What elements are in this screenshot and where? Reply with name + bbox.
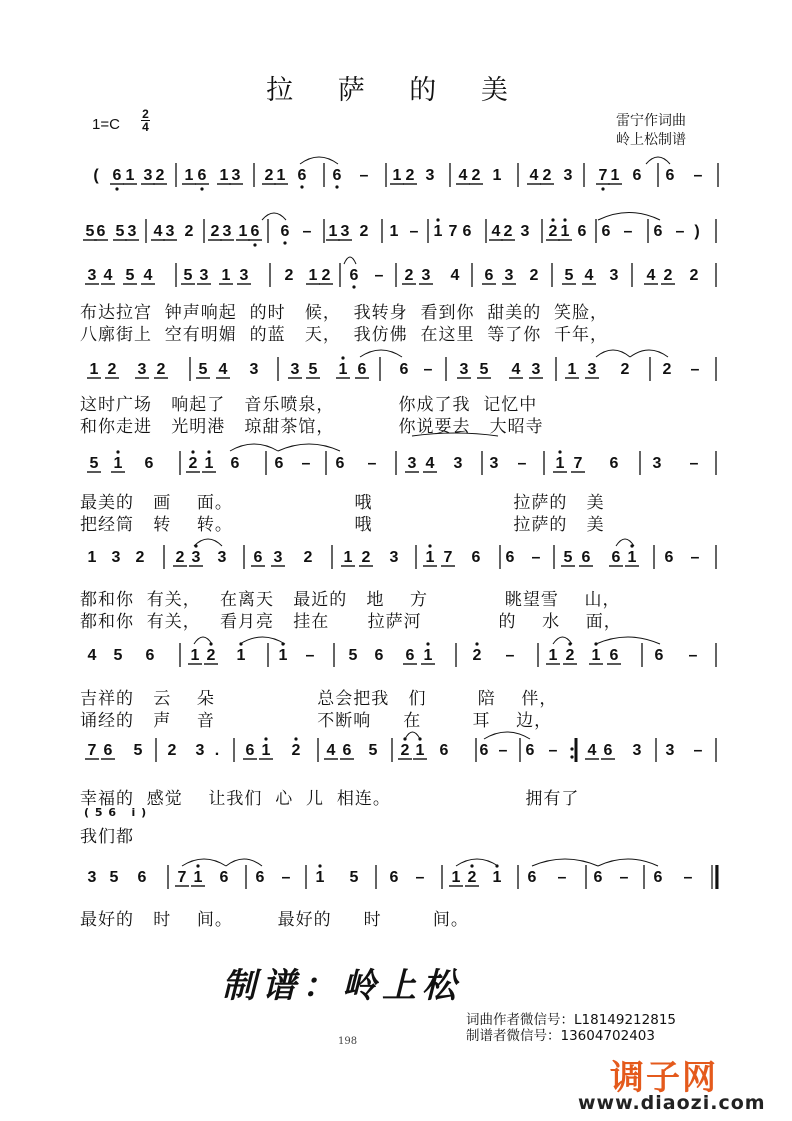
note: 2 [303,549,313,566]
note: 5 [198,361,208,378]
note: 6 [357,361,367,378]
note: 2 [400,742,410,759]
note: 1 [276,167,286,184]
note: – [359,167,369,184]
note: 6 [601,223,611,240]
note: 1 [278,647,288,664]
note: 4 [584,267,594,284]
note: . [214,742,220,759]
note: 6 [230,455,240,472]
contact-info [466,1012,676,1044]
low-octave-dot [335,185,338,188]
high-octave-dot [428,544,431,547]
note: – [693,742,703,759]
note: 3 [632,742,642,759]
note: 1 [238,223,248,240]
note: 4 [425,455,435,472]
note: 6 [255,869,265,886]
note: – [557,869,567,886]
slur [598,213,660,221]
note: 3 [191,549,201,566]
note: 3 [489,455,499,472]
note: 6 [505,549,515,566]
note: 6 [603,742,613,759]
lyric-line-4a: 这时广场 响起了 音乐喷泉， 你成了我 记忆中 [80,395,538,415]
high-octave-dot [470,864,473,867]
note: – [367,455,377,472]
note: 4 [326,742,336,759]
slur [344,257,356,264]
note: 5 [479,361,489,378]
low-octave-dot [253,243,256,246]
note: 2 [542,167,552,184]
note: 3 [459,361,469,378]
note: 4 [587,742,597,759]
slur [278,444,340,451]
note: 3 [340,223,350,240]
repeat-dot [570,755,573,758]
note: 4 [218,361,228,378]
note: 1 [560,223,570,240]
note: – [301,455,311,472]
lyric-line-3a: 布达拉宫 钟声响起 的时 候， 我转身 看到你 甜美的 笑脸， [80,303,609,323]
note: 3 [143,167,153,184]
repeat-dot [570,747,573,750]
note: – [409,223,419,240]
note: 1 [204,455,214,472]
note: 6 [462,223,472,240]
note: 4 [491,223,501,240]
note: 3 [222,223,232,240]
note: 6 [112,167,122,184]
note: 6 [219,869,229,886]
note: 3 [137,361,147,378]
slur [456,859,498,866]
note: 6 [253,549,263,566]
slur [646,157,670,164]
note: 4 [103,267,113,284]
note: ) [694,223,700,240]
note: 1 [389,223,399,240]
slur [194,539,222,546]
note: 6 [525,742,535,759]
note: 3 [231,167,241,184]
lyric-line-5b: 把经筒 转 转。 哦 拉萨的 美 [80,515,605,535]
note: 6 [399,361,409,378]
note: 7 [177,869,187,886]
note: 2 [210,223,220,240]
note: 6 [374,647,384,664]
note: 3 [421,267,431,284]
note: ( [93,167,99,184]
note: – [415,869,425,886]
note: 3 [504,267,514,284]
note: 1 [627,549,637,566]
note: – [374,267,384,284]
arranger-signature: 制谱：岭上松 [222,966,462,1006]
slur [630,350,668,357]
note: 5 [109,869,119,886]
high-octave-dot [551,218,554,221]
note: 5 [308,361,318,378]
note: 6 [335,455,345,472]
high-octave-dot [294,737,297,740]
note: – [302,223,312,240]
note: 1 [392,167,402,184]
note: 2 [167,742,177,759]
note: 6 [484,267,494,284]
note: 2 [689,267,699,284]
note: – [498,742,508,759]
note: 3 [249,361,259,378]
slur [532,859,598,866]
note: 6 [349,267,359,284]
note: 3 [195,742,205,759]
low-octave-dot [283,241,286,244]
note: 3 [389,549,399,566]
note: 2 [206,647,216,664]
slur [262,213,286,220]
note: – [619,869,629,886]
note: 1 [415,742,425,759]
note: 6 [280,223,290,240]
note: 6 [439,742,449,759]
note: 1 [184,167,194,184]
note: – [548,742,558,759]
note: 6 [103,742,113,759]
note: 2 [548,223,558,240]
note: 1 [193,869,203,886]
note: 1 [591,647,601,664]
note: 2 [529,267,539,284]
note: 2 [662,361,672,378]
note: – [690,361,700,378]
note: 3 [87,869,97,886]
note: 2 [565,647,575,664]
note: 2 [404,267,414,284]
high-octave-dot [563,218,566,221]
note: 4 [529,167,539,184]
note: 5 [115,223,125,240]
note: 2 [359,223,369,240]
note: 3 [127,223,137,240]
note: 4 [511,361,521,378]
note: 2 [620,361,630,378]
note: 3 [111,549,121,566]
note: 5 [349,869,359,886]
high-octave-dot [264,737,267,740]
note: 2 [184,223,194,240]
note: – [623,223,633,240]
note: 1 [492,869,502,886]
note: 4 [450,267,460,284]
high-octave-dot [436,218,439,221]
slur [300,157,338,164]
note: 1 [87,549,97,566]
note: 3 [273,549,283,566]
note: 4 [458,167,468,184]
note: 1 [610,167,620,184]
note: 2 [107,361,117,378]
note: 3 [531,361,541,378]
note: 1 [261,742,271,759]
slur [596,350,630,357]
note: 7 [573,455,583,472]
note: 2 [291,742,301,759]
note: 1 [315,869,325,886]
lyric-line-5a: 最美的 画 面。 哦 拉萨的 美 [80,493,605,513]
note: 1 [125,167,135,184]
low-octave-dot [115,187,118,190]
note: 1 [190,647,200,664]
high-octave-dot [207,450,210,453]
note: 3 [87,267,97,284]
note: 4 [153,223,163,240]
slur [240,637,285,644]
lyric-line-9a: 最好的 时 间。 最好的 时 间。 [80,910,469,930]
note: 6 [479,742,489,759]
note: 1 [423,647,433,664]
note: 2 [405,167,415,184]
note: 5 [89,455,99,472]
low-octave-dot [601,187,604,190]
arranger: 岭上松制谱 [616,132,686,148]
note: 7 [443,549,453,566]
note: 4 [143,267,153,284]
note: 6 [611,549,621,566]
high-octave-dot [196,864,199,867]
high-octave-dot [341,356,344,359]
note: 3 [652,455,662,472]
note: 1 [328,223,338,240]
note: 5 [368,742,378,759]
note: 6 [297,167,307,184]
note: – [693,167,703,184]
note: 4 [87,647,97,664]
note: 1 [548,647,558,664]
note: 6 [593,869,603,886]
note: 1 [433,223,443,240]
slur [484,732,530,739]
note: 6 [137,869,147,886]
note: 2 [467,869,477,886]
note: 3 [217,549,227,566]
note: 2 [503,223,513,240]
note: 6 [664,549,674,566]
note: – [281,869,291,886]
note: – [305,647,315,664]
note: – [505,647,515,664]
note: 6 [665,167,675,184]
note: 2 [264,167,274,184]
note: 1 [221,267,231,284]
note: 5 [125,267,135,284]
note: 6 [389,869,399,886]
lyricist-composer: 雷宁作词曲 [616,113,686,129]
time-sig-top: 2 [142,107,149,121]
slur [596,637,660,644]
note: 6 [632,167,642,184]
note: 3 [453,455,463,472]
low-octave-dot [200,187,203,190]
note: – [690,549,700,566]
note: 2 [472,647,482,664]
note: 6 [342,742,352,759]
note: 2 [135,549,145,566]
note: – [688,647,698,664]
lyric-alt-notes: ( 5 6 i ) [84,806,148,819]
note: – [675,223,685,240]
note: 6 [405,647,415,664]
composer-wechat: 词曲作者微信号：L18149212815 [466,1012,677,1028]
note: 7 [448,223,458,240]
note: 6 [250,223,260,240]
slur [230,444,278,451]
note: – [689,455,699,472]
note: 2 [663,267,673,284]
song-title: 拉 萨 的 美 [266,75,526,106]
note: 1 [555,455,565,472]
high-octave-dot [191,450,194,453]
lyric-line-8b: 我们都 [80,827,134,847]
note: 1 [567,361,577,378]
note: 5 [563,549,573,566]
note: 1 [308,267,318,284]
slur [226,859,262,866]
note: 6 [245,742,255,759]
note: 2 [175,549,185,566]
note: 3 [609,267,619,284]
time-sig-bottom: 4 [142,120,149,134]
note: 6 [197,167,207,184]
note: 3 [665,742,675,759]
page-number: 198 [338,1036,358,1047]
watermark-url: www.diaozi.com [578,1092,766,1114]
lyric-line-3b: 八廓街上 空有明媚 的蓝 天， 我仿佛 在这里 等了你 千年， [80,325,609,345]
lyric-line-6a: 都和你 有关， 在离天 最近的 地 方 眺望雪 山， [80,590,621,610]
note: 5 [564,267,574,284]
note: 3 [563,167,573,184]
note: 6 [653,869,663,886]
lyric-line-7b: 诵经的 声 音 不断响 在 耳 边， [80,711,553,731]
note: – [517,455,527,472]
lyric-line-4b: 和你走进 光明港 琼甜茶馆， 你说要去 大昭寺 [80,417,544,437]
high-octave-dot [116,450,119,453]
low-octave-dot [352,285,355,288]
watermark-logo: 调子网 [610,1058,718,1098]
note: – [531,549,541,566]
note: 3 [239,267,249,284]
note: 2 [155,167,165,184]
note: 6 [274,455,284,472]
note: 1 [219,167,229,184]
note: 1 [492,167,502,184]
note: 6 [527,869,537,886]
note: 1 [425,549,435,566]
slur [194,637,212,644]
note: 1 [236,647,246,664]
note: 3 [199,267,209,284]
note: 2 [321,267,331,284]
high-octave-dot [426,642,429,645]
note: 2 [156,361,166,378]
note: 6 [653,223,663,240]
note: 6 [654,647,664,664]
note: 5 [113,647,123,664]
note: 6 [332,167,342,184]
note: – [683,869,693,886]
note: 2 [361,549,371,566]
high-octave-dot [318,864,321,867]
slur [598,859,658,866]
note: 3 [520,223,530,240]
high-octave-dot [558,450,561,453]
note: 6 [577,223,587,240]
note: 1 [343,549,353,566]
note: 2 [284,267,294,284]
note: 5 [183,267,193,284]
low-octave-dot [300,185,303,188]
slur [182,859,226,866]
note: 1 [89,361,99,378]
note: 7 [87,742,97,759]
lyric-line-6b: 都和你 有关， 看月亮 挂在 拉萨河 的 水 面， [80,612,622,632]
note: 1 [113,455,123,472]
lyric-line-8a: 幸福的 感觉 让我们 心 儿 相连。 拥有了 [80,789,580,809]
note: 6 [471,549,481,566]
note: 3 [587,361,597,378]
note: 6 [581,549,591,566]
note: 3 [165,223,175,240]
note: 4 [646,267,656,284]
note: 5 [133,742,143,759]
note: 3 [407,455,417,472]
note: 6 [96,223,106,240]
note: 2 [188,455,198,472]
note: 7 [598,167,608,184]
note: 1 [338,361,348,378]
note: 3 [425,167,435,184]
key-signature: 1=C [92,116,120,133]
lyric-line-7a: 吉祥的 云 朵 总会把我 们 陪 伴， [80,689,558,709]
note: 6 [609,455,619,472]
note: 2 [471,167,481,184]
high-octave-dot [475,642,478,645]
note: 6 [609,647,619,664]
note: 6 [145,647,155,664]
note: 5 [85,223,95,240]
note: – [423,361,433,378]
note: 6 [144,455,154,472]
note: 3 [290,361,300,378]
slur [405,732,420,739]
note: 5 [348,647,358,664]
slur [360,350,402,357]
arranger-wechat: 制谱者微信号：13604702403 [466,1028,655,1044]
note: 1 [451,869,461,886]
